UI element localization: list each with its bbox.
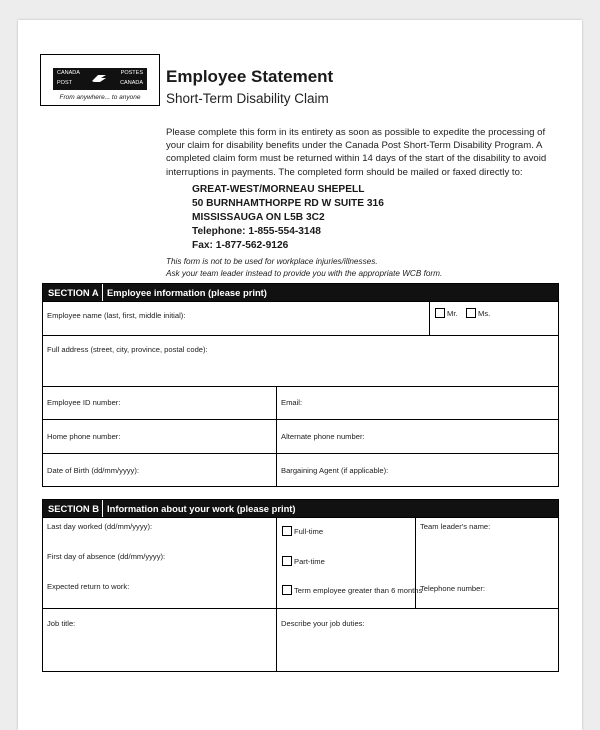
full-time-option[interactable] <box>282 526 323 536</box>
employment-type-cell <box>276 518 423 608</box>
section-a <box>42 283 559 487</box>
row-id-email <box>43 386 558 419</box>
ms-label: Ms. <box>478 309 491 318</box>
team-leader-name-label[interactable]: Team leader's name: <box>420 522 491 531</box>
part-time-label: Part-time <box>294 557 325 566</box>
employee-id-label: Employee ID number: <box>47 398 121 407</box>
work-dates-cell <box>43 518 276 608</box>
job-duties-label: Describe your job duties: <box>281 619 365 628</box>
last-day-worked-label[interactable]: Last day worked (dd/mm/yyyy): <box>47 522 153 531</box>
email-label: Email: <box>281 398 303 407</box>
page-subtitle: Short-Term Disability Claim <box>166 91 329 106</box>
full-address-label: Full address (street, city, province, postal code): <box>47 345 208 354</box>
full-address-field[interactable] <box>43 336 558 386</box>
job-title-field[interactable] <box>43 609 276 671</box>
mr-label: Mr. <box>447 309 458 318</box>
alt-phone-label: Alternate phone number: <box>281 432 365 441</box>
job-title-label: Job title: <box>47 619 76 628</box>
part-time-checkbox[interactable] <box>282 556 292 566</box>
employee-name-field[interactable] <box>43 302 429 335</box>
alt-phone-field[interactable] <box>276 420 558 453</box>
row-full-address <box>43 335 558 386</box>
job-duties-field[interactable] <box>276 609 558 671</box>
logo-text-postes: POSTES <box>120 70 143 76</box>
section-b <box>42 499 559 672</box>
logo-text-canada: CANADA <box>57 70 80 76</box>
row-employee-name <box>43 301 558 335</box>
row-dob-bargaining <box>43 453 558 486</box>
bargaining-agent-label: Bargaining Agent (if applicable): <box>281 466 389 475</box>
expected-return-label[interactable]: Expected return to work: <box>47 582 130 591</box>
address-telephone: Telephone: 1-855-554-3148 <box>192 225 321 237</box>
address-line-company: GREAT-WEST/MORNEAU SHEPELL <box>192 184 365 195</box>
team-leader-cell <box>415 518 558 608</box>
note-wcb-form: Ask your team leader instead to provide you with the appropriate WCB form. <box>166 268 443 278</box>
section-b-title: Information about your work (please print) <box>107 503 296 514</box>
dob-field[interactable] <box>43 454 276 486</box>
term-employee-option[interactable] <box>282 585 422 595</box>
mailing-address <box>192 183 384 253</box>
term-employee-label: Term employee greater than 6 months <box>294 586 423 595</box>
logo-tagline: From anywhere... to anyone <box>59 94 141 101</box>
row-phones <box>43 419 558 453</box>
ms-checkbox[interactable] <box>466 308 476 318</box>
form-page <box>18 20 582 730</box>
first-day-absence-label[interactable]: First day of absence (dd/mm/yyyy): <box>47 552 166 561</box>
logo-text-post: POST <box>57 80 72 86</box>
employee-name-label: Employee name (last, first, middle initial): <box>47 311 186 320</box>
term-employee-checkbox[interactable] <box>282 585 292 595</box>
section-a-tag: SECTION A <box>43 284 103 301</box>
section-a-title: Employee information (please print) <box>107 287 267 298</box>
page-title: Employee Statement <box>166 67 334 86</box>
canada-post-logo <box>40 54 160 106</box>
home-phone-label: Home phone number: <box>47 432 121 441</box>
bargaining-agent-field[interactable] <box>276 454 558 486</box>
mr-option[interactable] <box>435 308 458 318</box>
mr-checkbox[interactable] <box>435 308 445 318</box>
full-time-checkbox[interactable] <box>282 526 292 536</box>
row-job <box>43 608 558 671</box>
ms-option[interactable] <box>466 308 490 318</box>
home-phone-field[interactable] <box>43 420 276 453</box>
address-fax: Fax: 1-877-562-9126 <box>192 239 289 251</box>
email-field[interactable] <box>276 387 558 419</box>
canada-post-logo-icon <box>91 73 107 84</box>
title-choice-cell <box>429 302 558 335</box>
dob-label: Date of Birth (dd/mm/yyyy): <box>47 466 139 475</box>
section-a-header <box>43 284 558 301</box>
row-work-dates <box>43 517 558 608</box>
section-b-header <box>43 500 558 517</box>
intro-paragraph: Please complete this form in its entirety as soon as possible to expedite the processing of your claim for disability benefits under the Canada Post Short-Term Disability Program. A completed claim form must be returned within 14 days of the start of the disability to avoid interruptions in payments. The completed form should be mailed or faxed directly to: <box>166 127 547 178</box>
full-time-label: Full-time <box>294 527 324 536</box>
logo-text-canada-fr: CANADA <box>120 80 143 86</box>
employee-id-field[interactable] <box>43 387 276 419</box>
address-line-street: 50 BURNHAMTHORPE RD W SUITE 316 <box>192 197 384 209</box>
logo-bar <box>53 68 147 90</box>
address-line-city: MISSISSAUGA ON L5B 3C2 <box>192 211 325 223</box>
part-time-option[interactable] <box>282 556 325 566</box>
form-notes <box>166 256 442 279</box>
note-workplace-injury: This form is not to be used for workplace injuries/illnesses. <box>166 257 378 266</box>
section-b-tag: SECTION B <box>43 500 103 517</box>
telephone-number-label[interactable]: Telephone number: <box>420 584 486 593</box>
